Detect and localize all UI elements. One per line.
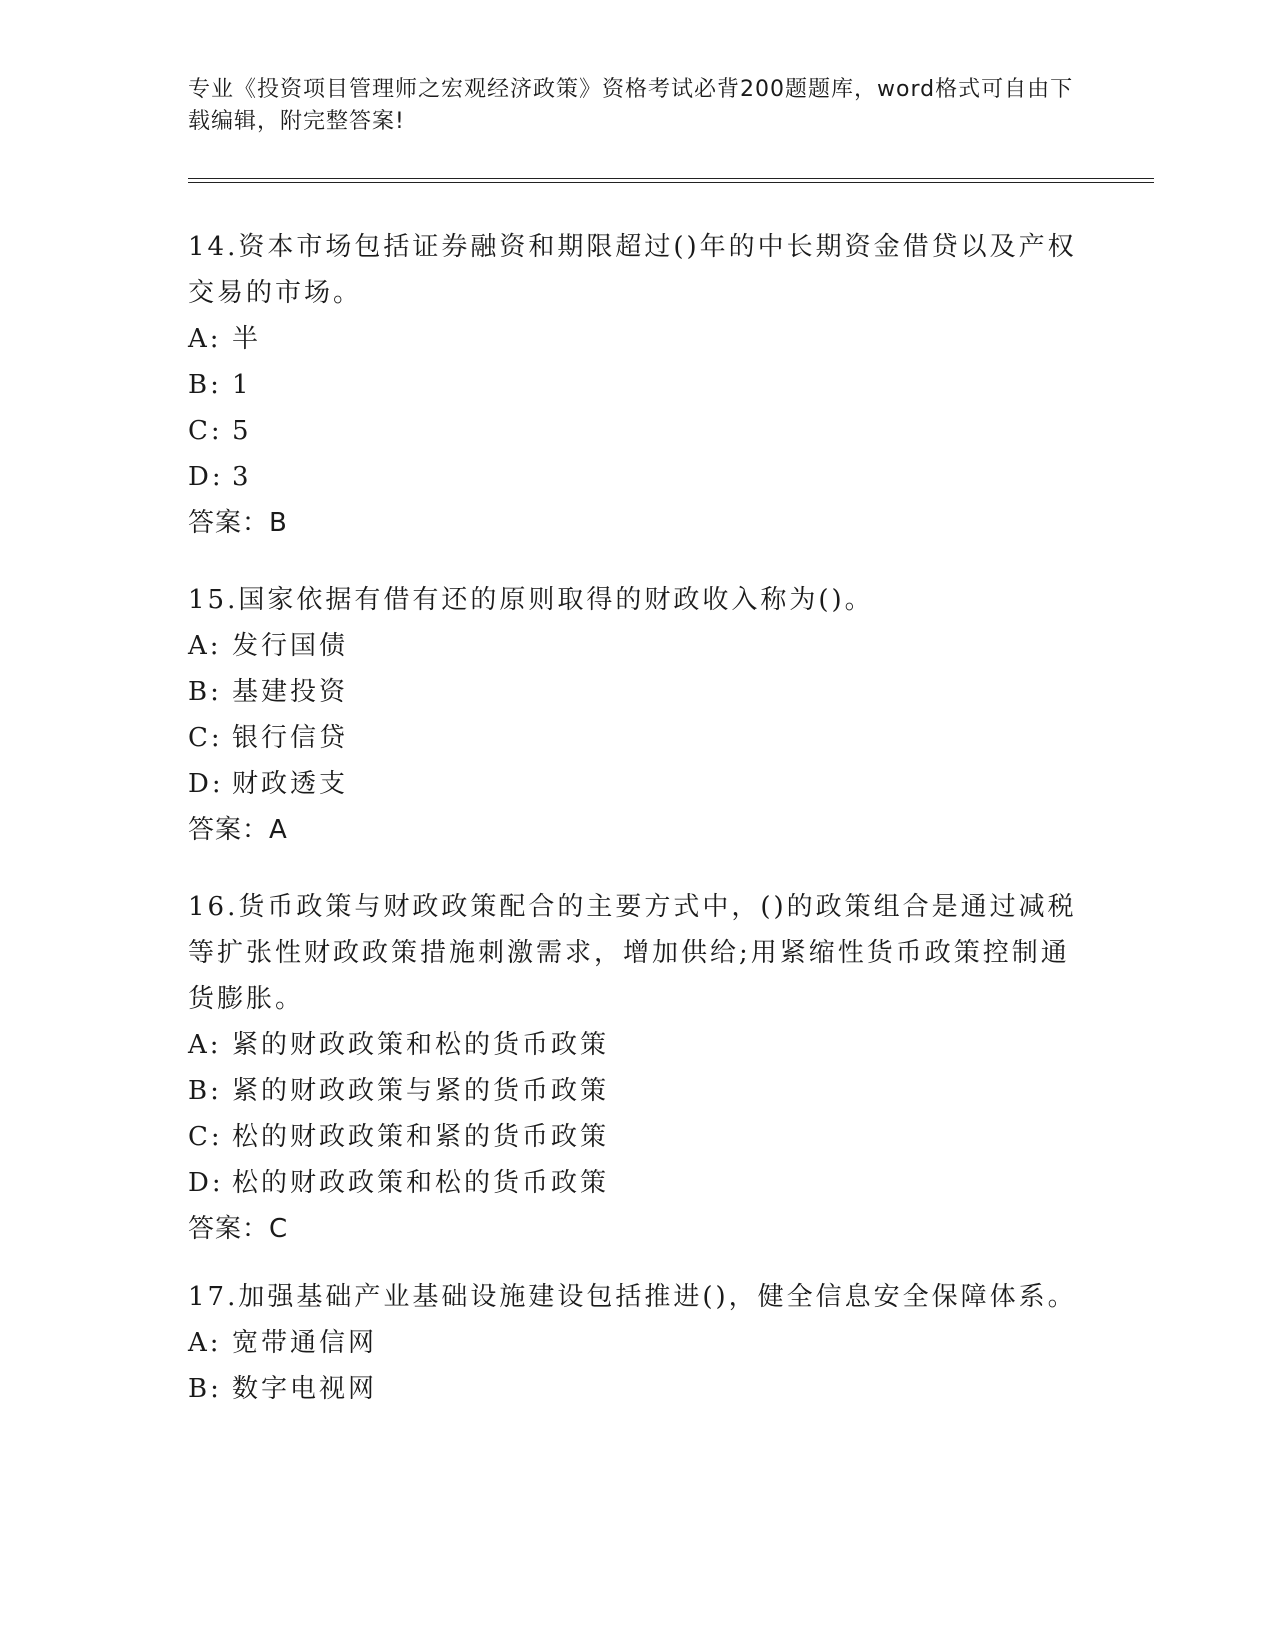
option-text: 基建投资 — [232, 677, 349, 707]
option-text: 3 — [232, 462, 252, 492]
question-stem: 16.货币政策与财政政策配合的主要方式中，()的政策组合是通过减税等扩张性财政政策措施刺激需求，增加供给;用紧缩性货币政策控制通货膨胀。 — [188, 892, 1077, 1014]
question-14 — [188, 224, 1088, 546]
option-key: C: — [188, 723, 223, 753]
answer-line: 答案：A — [188, 815, 288, 845]
option-d — [188, 1160, 1088, 1206]
option-key: A: — [188, 1030, 222, 1060]
option-c — [188, 715, 1088, 761]
option-text: 数字电视网 — [232, 1374, 378, 1404]
option-key: C: — [188, 1122, 223, 1152]
option-key: A: — [188, 631, 222, 661]
document-header: 专业《投资项目管理师之宏观经济政策》资格考试必背200题题库，word格式可自由下载编辑，附完整答案! — [188, 77, 1074, 134]
option-b — [188, 1068, 1088, 1114]
answer-line: 答案：C — [188, 1214, 289, 1244]
option-a — [188, 623, 1088, 669]
option-text: 松的财政政策和紧的货币政策 — [232, 1122, 610, 1152]
option-d — [188, 761, 1088, 807]
question-stem: 14.资本市场包括证券融资和期限超过()年的中长期资金借贷以及产权交易的市场。 — [188, 232, 1077, 308]
option-b — [188, 669, 1088, 715]
option-text: 宽带通信网 — [232, 1328, 378, 1358]
option-key: B: — [188, 677, 222, 707]
answer-line: 答案：B — [188, 508, 288, 538]
option-text: 5 — [232, 416, 252, 446]
option-key: D: — [188, 1168, 224, 1198]
option-text: 发行国债 — [232, 631, 349, 661]
option-d — [188, 454, 1088, 500]
option-a — [188, 1320, 1088, 1366]
option-c — [188, 1114, 1088, 1160]
option-key: B: — [188, 370, 222, 400]
question-stem: 15.国家依据有借有还的原则取得的财政收入称为()。 — [188, 585, 874, 615]
option-key: D: — [188, 769, 224, 799]
option-b — [188, 362, 1088, 408]
option-text: 紧的财政政策和松的货币政策 — [232, 1030, 610, 1060]
option-a — [188, 316, 1088, 362]
option-key: A: — [188, 1328, 222, 1358]
option-text: 财政透支 — [232, 769, 349, 799]
option-b — [188, 1366, 1088, 1412]
option-text: 半 — [232, 324, 262, 354]
option-text: 松的财政政策和松的货币政策 — [232, 1168, 610, 1198]
option-text: 1 — [232, 370, 252, 400]
option-key: C: — [188, 416, 223, 446]
question-16 — [188, 884, 1088, 1252]
header-divider — [188, 178, 1154, 183]
option-a — [188, 1022, 1088, 1068]
option-text: 紧的财政政策与紧的货币政策 — [232, 1076, 610, 1106]
question-stem: 17.加强基础产业基础设施建设包括推进()，健全信息安全保障体系。 — [188, 1282, 1077, 1312]
option-c — [188, 408, 1088, 454]
option-key: D: — [188, 462, 224, 492]
option-key: B: — [188, 1076, 222, 1106]
question-15 — [188, 577, 1088, 853]
option-key: A: — [188, 324, 222, 354]
question-17 — [188, 1274, 1088, 1412]
option-key: B: — [188, 1374, 222, 1404]
option-text: 银行信贷 — [232, 723, 349, 753]
